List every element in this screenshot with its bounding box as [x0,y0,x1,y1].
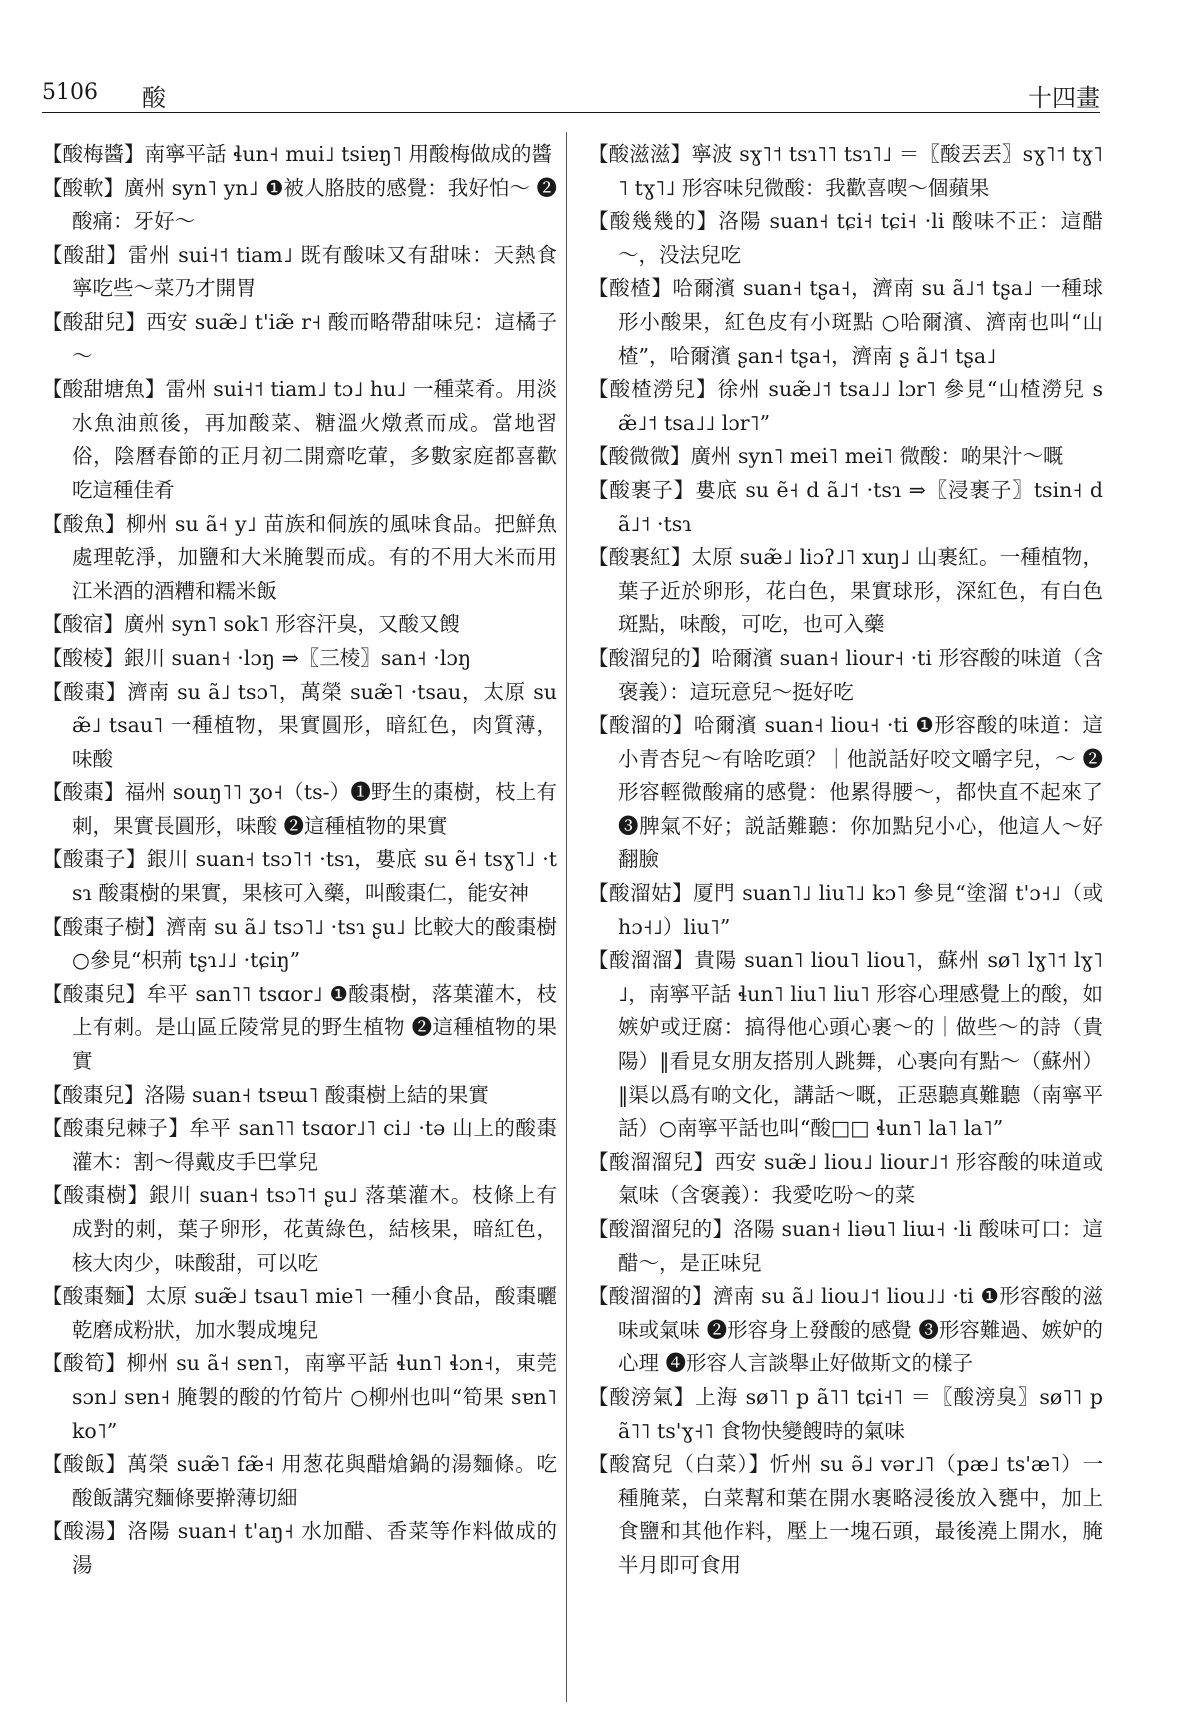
dictionary-entry: 【酸棗兒】洛陽 suan˧ tsɐɯ˥ 酸棗樹上結的果實 [42,1082,489,1107]
dictionary-entry: 【酸滋滋】寧波 sɣ˥˦ tsɿ˥˥ tsɿ˥˩ ＝〖酸丟丟〗sɣ˥˦ tɣ˥˥ tɣ˥˩ 形容味兒微酸：我歡喜喫～個蘋果 [588,142,1103,200]
dictionary-entry: 【酸窩兒（白菜）】忻州 su ə̃˩ vər˩˥（pæ˩ ts'æ˥）一種腌菜，白菜幫和葉在開水裹略浸後放入甕中，加上食鹽和其他作料，壓上一塊石頭，最後澆上開水，腌半月即可食用 [588,1452,1103,1577]
dictionary-entry: 【酸裹紅】太原 suæ̃˩ liɔʔ˩˥ xuŋ˩ 山裹紅。一種植物，葉子近於卵形，花白色，果實球形，深紅色，有白色斑點，味酸，可吃，也可入藥 [588,545,1103,637]
dictionary-entry: 【酸甜兒】西安 suæ̃˩ t'iæ̃ r˧ 酸而略帶甜味兒：這橘子～ [42,309,557,368]
dictionary-entry: 【酸甜】雷州 sui˧˦ tiam˩ 既有酸味又有甜味：天熱食寧吃些～菜乃才開胃 [42,242,557,301]
dictionary-entry: 【酸溜溜】貴陽 suan˥ liou˥ liou˥，蘇州 sø˥ lɣ˥˦ lɣ˥˩，南寧平話 ɬun˥ liu˥ liu˥ 形容心理感覺上的酸，如嫉妒或迂腐：搞得他心頭心裹～的｜做些～的詩（貴陽）‖看見女朋友搭別人跳舞，心裹向有點～（蘇州）‖渠以爲有啲文化，講話～嘅，正惡聽真難聽（南寧平話）○南寧平話也叫“酸□□ ɬun˥ la˥ la˥” [588,948,1103,1141]
dictionary-entry: 【酸溜兒的】哈爾濱 suan˧ liour˧ ·ti 形容酸的味道（含褒義）：這玩意兒～挺好吃 [588,645,1103,704]
dictionary-entry: 【酸溜的】哈爾濱 suan˧ liou˧ ·ti ❶形容酸的味道：這小青杏兒～有啥吃頭？｜他説話好咬文嚼字兒，～ ❷形容輕微酸痛的感覺：他累得腰～，都快直不起來了 ❸脾氣不好；説話難聽：你加點兒小心，他這人～好翻臉 [588,713,1103,872]
dictionary-entry: 【酸棗】福州 souŋ˥˥ ʒo˧（ts-）❶野生的棗樹，枝上有刺，果實長圓形，味酸 ❷這種植物的果實 [42,780,557,838]
dictionary-entry: 【酸湯】洛陽 suan˧ t'aŋ˧ 水加醋、香菜等作料做成的湯 [42,1519,557,1577]
dictionary-entry: 【酸裹子】婁底 su ẽ˧ d ã˩˦ ·tsɿ ⇒〖浸裹子〗tsin˧ d ã˩˦ ·tsɿ [588,477,1103,536]
dictionary-entry: 【酸梅醬】南寧平話 ɬun˧ mui˩ tsiɐŋ˥ 用酸梅做成的醬 [42,142,553,166]
dictionary-entry: 【酸魚】柳州 su ã˧ y˩ 苗族和侗族的風味食品。把鮮魚處理乾淨，加鹽和大米腌製而成。有的不用大米而用江米酒的酒糟和糯米飯 [42,511,557,603]
dictionary-entry: 【酸筍】柳州 su ã˧ sɐn˥，南寧平話 ɬun˥ ɬɔn˧，東莞 sɔn˩ sɐn˧ 腌製的酸的竹筍片 ○柳州也叫“筍果 sɐn˥ ko˥” [42,1351,557,1443]
header-rule [42,112,1100,113]
dictionary-entry: 【酸溜姑】厦門 suan˥˩ liu˥˩ kɔ˥ 參見“塗溜 t'ɔ˧˩（或 hɔ˧˩）liu˥” [588,881,1103,939]
dictionary-entry: 【酸溜溜兒的】洛陽 suan˧ liəu˥ liɯ˧ ·li 酸味可口：這醋～，是正味兒 [588,1217,1103,1275]
running-head-character: 酸 [142,84,166,112]
right-column [588,138,1103,1583]
dictionary-entry: 【酸棗兒棘子】牟平 san˥˥ tsɑor˩˥ ci˩ ·tə 山上的酸棗灌木：割～得戴皮手巴掌兒 [42,1116,557,1174]
page-number: 5106 [42,80,98,105]
stroke-section-label: 十四畫 [1028,84,1100,112]
dictionary-entry: 【酸滂氣】上海 sø˥˥ p ã˥˥ tɕi˧˥ ＝〖酸滂臭〗sø˥˥ p ã˥˥ ts'ɣ˧˥ 食物快變餿時的氣味 [588,1384,1103,1443]
dictionary-entry: 【酸棗麵】太原 suæ̃˩ tsau˥ mie˥ 一種小食品，酸棗曬乾磨成粉狀，加水製成塊兒 [42,1284,557,1342]
dictionary-entry: 【酸軟】廣州 syn˥ yn˩ ❶被人胳肢的感覺：我好怕～ ❷酸痛：牙好～ [42,175,557,234]
dictionary-entry: 【酸棱】銀川 suan˧ ·lɔŋ ⇒〖三棱〗san˧ ·lɔŋ [42,645,472,670]
dictionary-entry: 【酸棗兒】牟平 san˥˥ tsɑor˩ ❶酸棗樹，落葉灌木，枝上有刺。是山區丘陵常見的野生植物 ❷這種植物的果實 [42,981,557,1074]
dictionary-entry: 【酸飯】萬榮 suæ̃˥ fæ̃˧ 用葱花與醋熗鍋的湯麵條。吃酸飯講究麵條要擀薄切細 [42,1452,557,1510]
column-divider [566,132,567,1702]
dictionary-entry: 【酸棗樹】銀川 suan˧ tsɔ˥˦ ʂu˩ 落葉灌木。枝條上有成對的刺，葉子卵形，花黃綠色，結核果，暗紅色，核大肉少，味酸甜，可以吃 [42,1183,557,1275]
dictionary-entry: 【酸楂澇兒】徐州 suæ̃˩˦ tsa˩˩ lɔr˥ 參見“山楂澇兒 sæ̃˩˦ tsa˩˩ lɔr˥” [588,377,1103,435]
dictionary-entry: 【酸棗】濟南 su ã˩ tsɔ˥，萬榮 suæ̃˥ ·tsau，太原 suæ̃˩ tsau˥ 一種植物，果實圓形，暗紅色，肉質薄，味酸 [42,679,557,771]
dictionary-entry: 【酸棗子】銀川 suan˧ tsɔ˥˦ ·tsɿ，婁底 su ẽ˧ tsɣ˥˩ ·tsɿ 酸棗樹的果實，果核可入藥，叫酸棗仁，能安神 [42,847,557,906]
dictionary-entry: 【酸棗子樹】濟南 su ã˩ tsɔ˥˩ ·tsɿ ʂu˩ 比較大的酸棗樹 ○參見“枳荊 tʂɿ˩˩ ·tɕiŋ” [42,914,557,973]
dictionary-entry: 【酸宿】廣州 syn˥ sok˥ 形容汗臭，又酸又餿 [42,612,460,637]
dictionary-entry: 【酸楂】哈爾濱 suan˧ tʂa˧，濟南 su ã˩˦ tʂa˩ 一種球形小酸果，紅色皮有小斑點 ○哈爾濱、濟南也叫“山楂”，哈爾濱 ʂan˧ tʂa˧，濟南 ʂ ã˩˦ tʂa˩ [588,276,1103,368]
dictionary-entry: 【酸幾幾的】洛陽 suan˧ tɕi˧ tɕi˧ ·li 酸味不正：這醋～，没法兒吃 [588,209,1103,267]
dictionary-entry: 【酸微微】廣州 syn˥ mei˥ mei˥ 微酸：啲果汁～嘅 [588,444,1064,469]
dictionary-entry: 【酸溜溜的】濟南 su ã˩ liou˩˦ liou˩˩ ·ti ❶形容酸的滋味或氣味 ❷形容身上發酸的感覺 ❸形容難過、嫉妒的心理 ❹形容人言談舉止好做斯文的樣子 [588,1284,1103,1376]
dictionary-entry: 【酸甜塘魚】雷州 sui˧˦ tiam˩ tɔ˩ hu˩ 一種菜肴。用淡水魚油煎後，再加酸菜、糖溫火燉煮而成。當地習俗，陰曆春節的正月初二開齋吃葷，多數家庭都喜歡吃這種佳肴 [42,377,557,502]
dictionary-entry: 【酸溜溜兒】西安 suæ̃˩ liou˩ liour˩˦ 形容酸的味道或氣味（含褒義）：我愛吃吩～的菜 [588,1149,1103,1208]
page-header [42,70,1100,110]
left-column [42,138,557,1583]
